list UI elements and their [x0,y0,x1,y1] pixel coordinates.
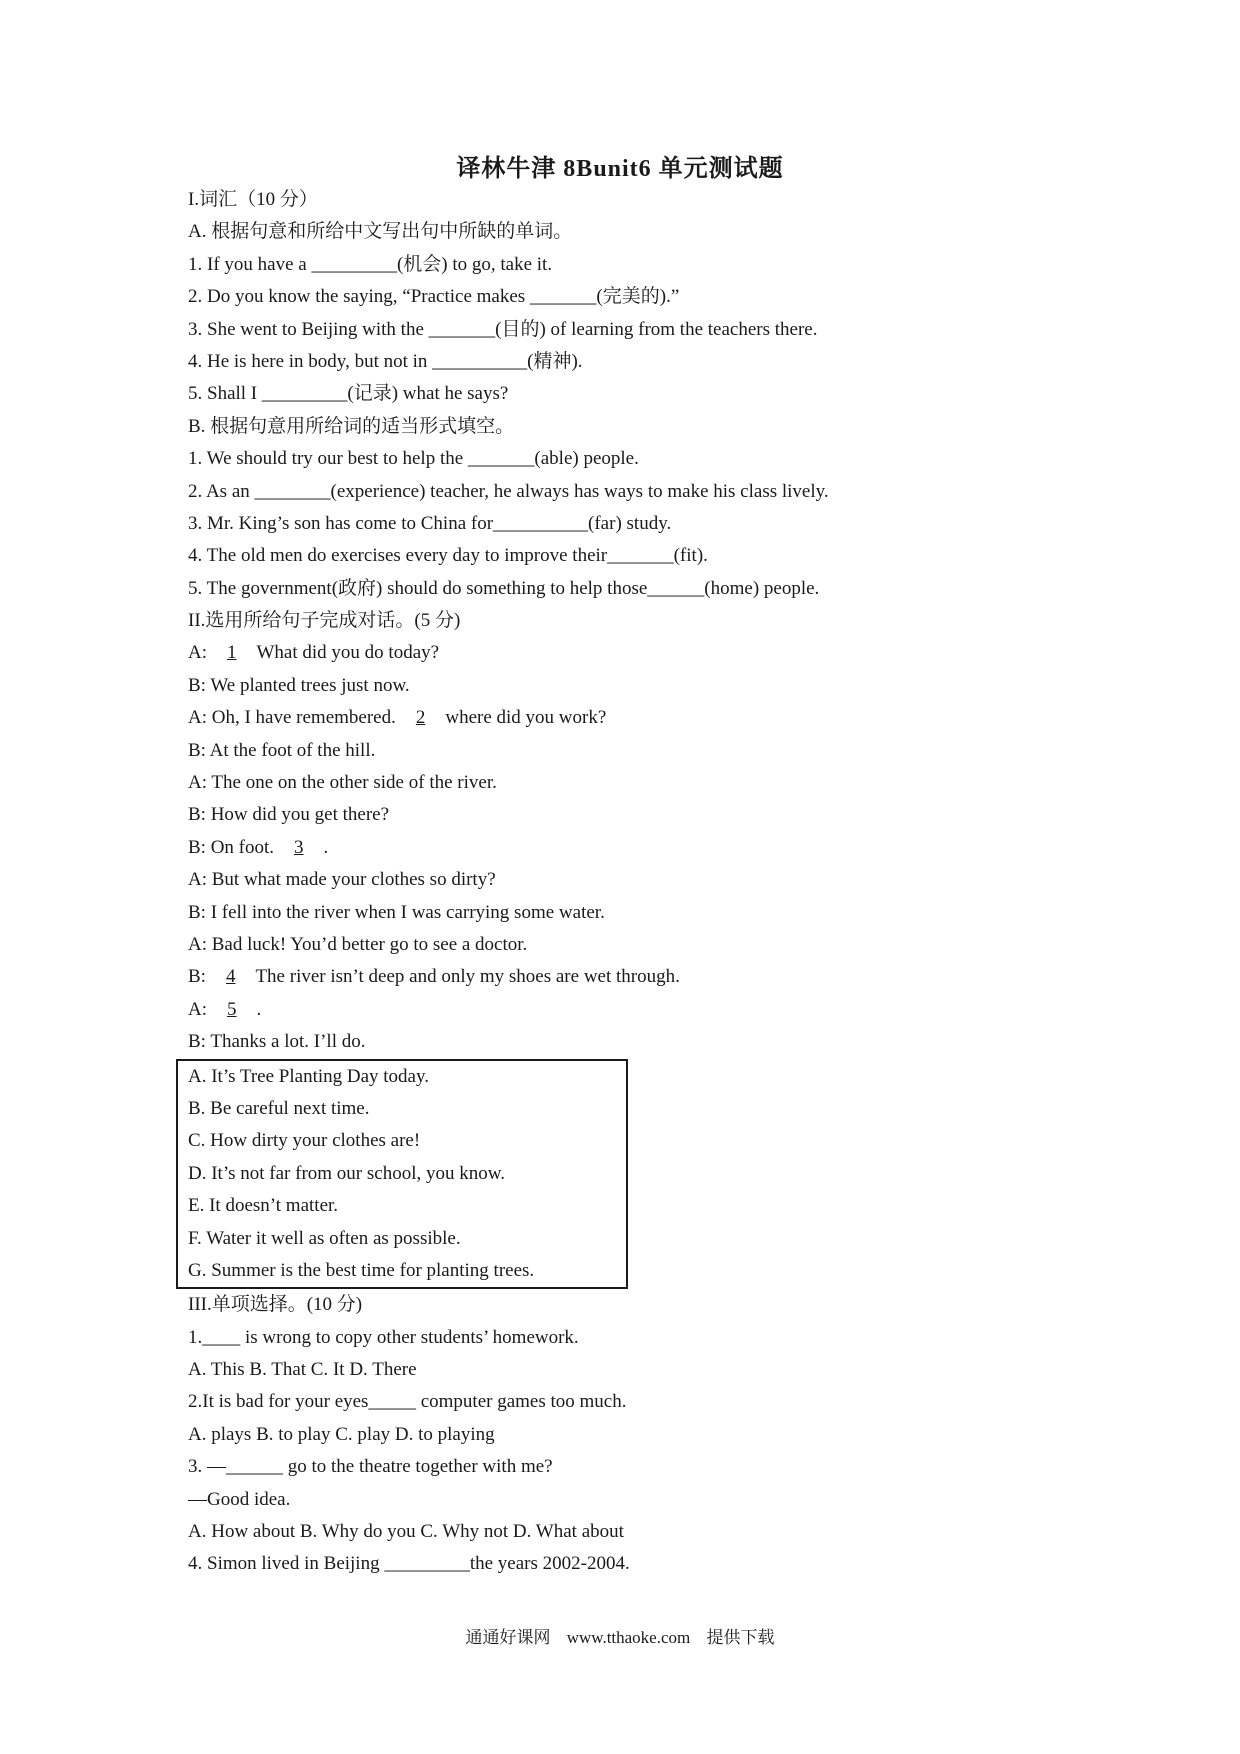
dialogue-line-13: B: Thanks a lot. I’ll do. [188,1031,366,1053]
partB-item-2: 2. As an ________(experience) teacher, he always has ways to make his class lively. [188,480,829,502]
footer-suffix: 提供下载 [706,1628,775,1647]
option-f: F. Water it well as often as possible. [188,1227,461,1249]
partB-item-3: 3. Mr. King’s son has come to China for__________(far) study. [188,512,672,534]
dialogue-line-12: A: 5 . [188,998,262,1020]
dialogue-line-10: A: Bad luck! You’d better go to see a doctor. [188,933,528,955]
section3-item-2: A. This B. That C. It D. There [188,1359,417,1381]
section3-item-7: A. How about B. Why do you C. Why not D. What about [188,1521,624,1543]
dialogue-blank-3: 3 [294,836,304,858]
section1-partA-heading: A. 根据句意和所给中文写出句中所缺的单词。 [188,221,573,243]
footer-site-name: 通通好课网 [465,1628,551,1647]
dialogue-line-3: A: Oh, I have remembered. 2 where did you work? [188,707,607,729]
dialogue-line-6: B: How did you get there? [188,804,390,826]
dialogue-line-1: A: 1 What did you do today? [188,642,440,664]
partA-item-4: 4. He is here in body, but not in __________(精神). [188,350,583,372]
dialogue-blank-4: 4 [225,966,236,988]
options-box [176,1059,628,1290]
dialogue-blank-1: 1 [227,642,237,664]
partA-item-1: 1. If you have a _________(机会) to go, take it. [188,253,553,275]
option-d: D. It’s not far from our school, you know. [188,1162,505,1184]
partA-item-2: 2. Do you know the saying, “Practice makes _______(完美的).” [188,286,680,308]
dialogue-line-2: B: We planted trees just now. [188,674,410,696]
section1-partB-heading: B. 根据句意用所给词的适当形式填空。 [188,415,515,437]
option-c: C. How dirty your clothes are! [188,1130,421,1152]
dialogue-line-7: B: On foot. 3 . [188,836,329,858]
option-a: A. It’s Tree Planting Day today. [188,1065,430,1087]
section3-item-4: A. plays B. to play C. play D. to playing [188,1423,495,1445]
section3-heading: III.单项选择。(10 分) [188,1294,363,1316]
partA-item-5: 5. Shall I _________(记录) what he says? [188,383,509,405]
section3-item-3: 2.It is bad for your eyes_____ computer games too much. [188,1391,627,1413]
option-g: G. Summer is the best time for planting trees. [188,1259,535,1281]
section1-heading: I.词汇（10 分） [188,189,318,210]
dialogue-blank-2: 2 [415,707,426,729]
dialogue-blank-5: 5 [227,998,237,1020]
section3-item-1: 1.____ is wrong to copy other students’ homework. [188,1326,579,1348]
dialogue-line-5: A: The one on the other side of the river. [188,772,497,794]
partB-item-4: 4. The old men do exercises every day to improve their_______(fit). [188,545,708,567]
page-footer [0,1623,1240,1648]
footer-url-link[interactable]: www.tthaoke.com [566,1628,691,1647]
section2-heading: II.选用所给句子完成对话。(5 分) [188,610,461,632]
partB-item-1: 1. We should try our best to help the _______(able) people. [188,448,639,470]
option-e: E. It doesn’t matter. [188,1195,339,1217]
dialogue-line-9: B: I fell into the river when I was carrying some water. [188,901,605,923]
dialogue-line-4: B: At the foot of the hill. [188,739,376,761]
option-b: B. Be careful next time. [188,1097,370,1119]
section3-item-6: —Good idea. [188,1488,291,1510]
dialogue-line-11: B: 4 The river isn’t deep and only my shoes are wet through. [188,966,680,988]
section3-item-5: 3. —______ go to the theatre together with me? [188,1456,553,1478]
section3-item-8: 4. Simon lived in Beijing _________the years 2002-2004. [188,1553,630,1575]
partB-item-5: 5. The government(政府) should do something to help those______(home) people. [188,577,820,599]
dialogue-line-8: A: But what made your clothes so dirty? [188,869,496,891]
worksheet-content [188,184,1088,1581]
page-title: 译林牛津 8Bunit6 单元测试题 [456,156,784,182]
partA-item-3: 3. She went to Beijing with the _______(目的) of learning from the teachers there. [188,318,818,340]
